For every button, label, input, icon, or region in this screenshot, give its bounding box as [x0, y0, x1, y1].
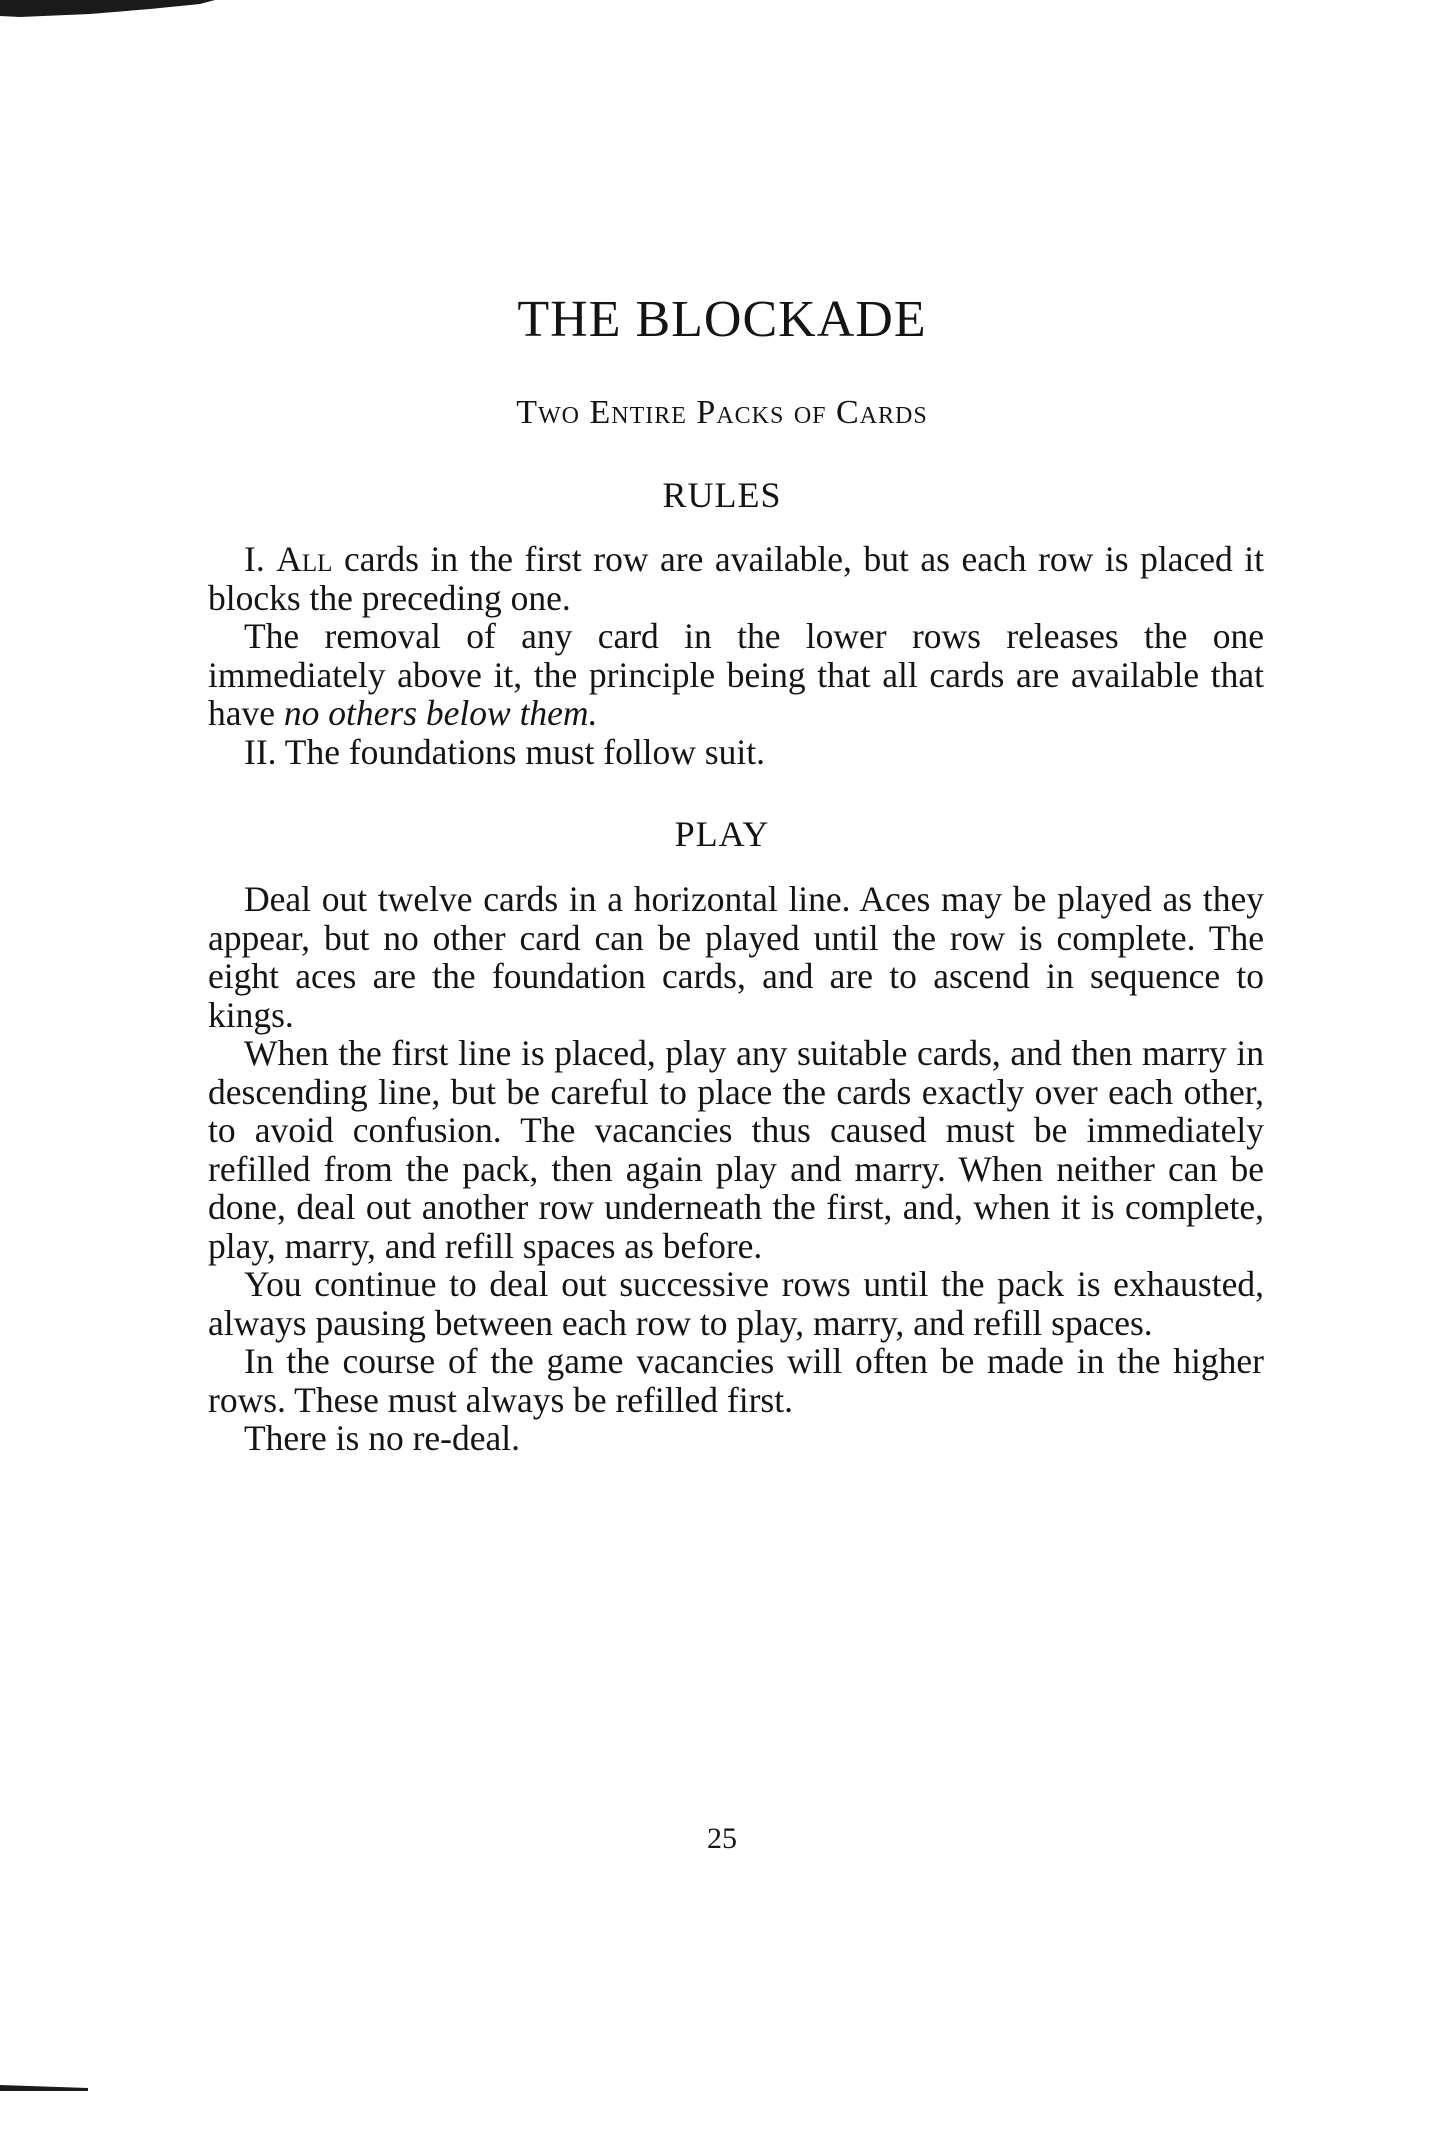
- page-subtitle: Two Entire Packs of Cards: [516, 394, 928, 431]
- rule-1: [208, 540, 1264, 617]
- scan-artifact-top: [0, 0, 215, 20]
- play-paragraph: There is no re-deal.: [244, 1418, 520, 1458]
- rule-1-number: I.: [244, 539, 265, 579]
- rule-1-emphasis: no others below them.: [283, 693, 598, 733]
- play-paragraph: Deal out twelve cards in a horizontal line. Aces may be played as they appear, but no other card can be played until the row is complete. The eight aces are the foundation cards, and are to ascend in sequence to kings.: [208, 879, 1264, 1035]
- rule-1-continuation: [208, 617, 1264, 733]
- rule-2-number: II.: [244, 731, 277, 772]
- rule-1-continuation-text: The removal of any card in the lower rows releases the one immediately above it, the principle being that all cards are available that have: [208, 616, 1264, 733]
- play-heading: PLAY: [674, 814, 770, 854]
- scan-artifact-bottom: [0, 2082, 90, 2094]
- rule-2: [208, 733, 1264, 772]
- page-title: THE BLOCKADE: [517, 291, 927, 348]
- play-paragraph: In the course of the game vacancies will often be made in the higher rows. These must always be refilled first.: [208, 1341, 1264, 1420]
- play-paragraph: When the first line is placed, play any suitable cards, and then marry in descending line, but be careful to place the cards exactly over each other, to avoid confusion. The vacancies thus caused must be immediately refilled from the pack, then again play and marry. When neither can be done, deal out another row underneath the first, and, when it is complete, play, marry, and refill spaces as before.: [208, 1033, 1264, 1266]
- rule-2-text: The foundations must follow suit.: [276, 731, 765, 772]
- page-number: 25: [707, 1822, 737, 1855]
- rules-heading: RULES: [662, 475, 782, 515]
- play-paragraph: You continue to deal out successive rows until the pack is exhausted, always pausing between each row to play, marry, and refill spaces.: [208, 1264, 1264, 1343]
- play-section: [208, 880, 1264, 1458]
- rule-1-text: cards in the first row are available, but as each row is placed it blocks the preceding one.: [208, 539, 1264, 618]
- rule-1-lead: All: [276, 539, 333, 579]
- rules-section: [208, 540, 1264, 771]
